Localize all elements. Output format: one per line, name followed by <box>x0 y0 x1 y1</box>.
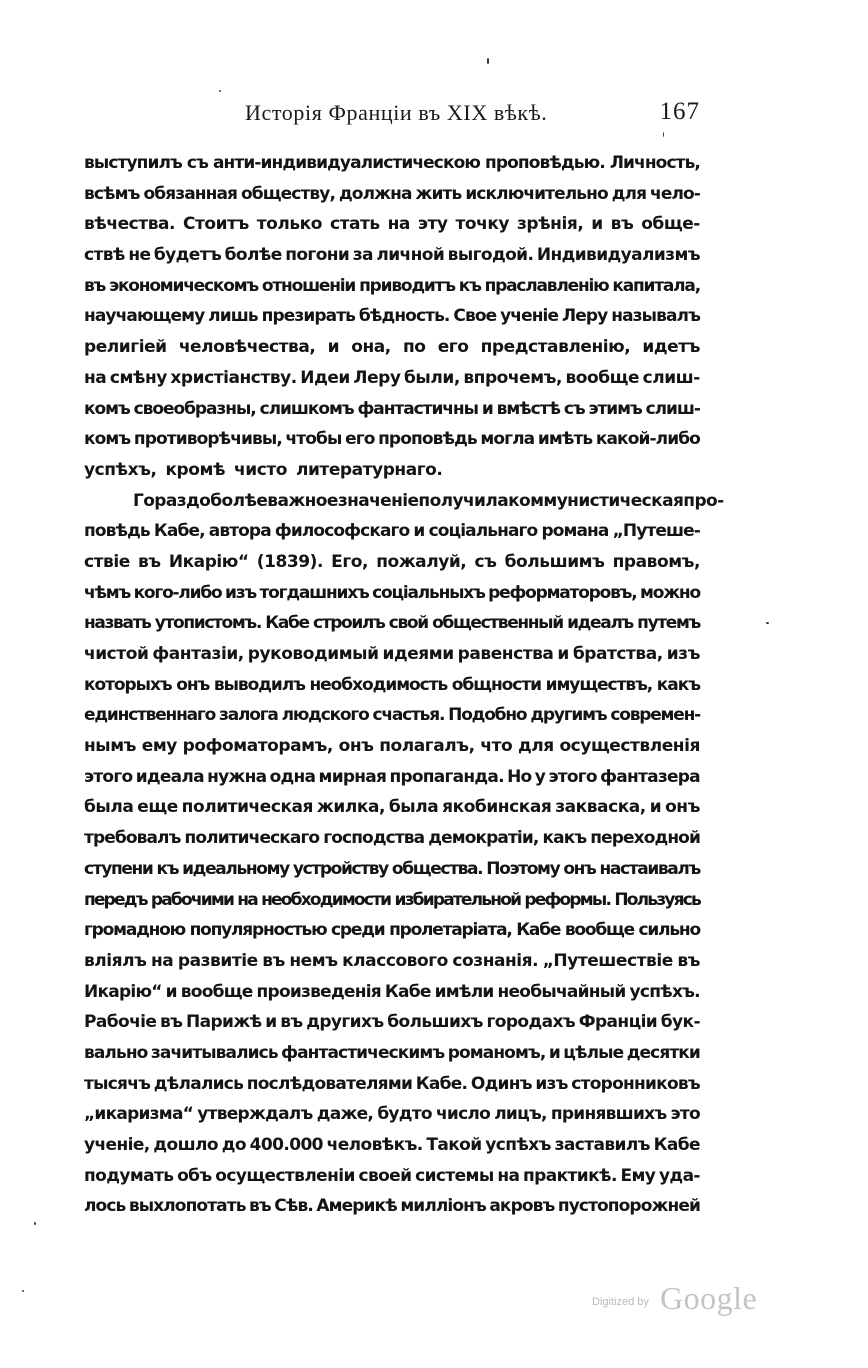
text-line: выступилъ съ анти-индивидуалистическою проповѣдью. Личность, <box>84 153 700 173</box>
text-line: тысячъ дѣлались послѣдователями Кабе. Одинъ изъ сторонниковъ <box>84 1073 700 1094</box>
paragraph <box>84 148 700 486</box>
text-line: повѣдь Кабе, автора философскаго и соціальнаго романа „Путеше- <box>84 521 700 542</box>
text-line: ствѣ не будетъ болѣе погони за личной выгодой. Индивидуализмъ <box>84 245 700 266</box>
text-line: на смѣну христіанству. Идеи Леру были, впрочемъ, вообще слиш- <box>84 367 700 388</box>
text-line: нымъ ему рофоматорамъ, онъ полагалъ, что для осуществленія <box>84 736 700 757</box>
text-line: была еще политическая жилка, была якобинская закваска, и онъ <box>84 797 700 818</box>
text-line: Гораздо болѣе важное значеніе получила коммунистическая про- <box>133 490 724 511</box>
text-line: ступени къ идеальному устройству общества. Поэтому онъ настаивалъ <box>84 858 700 879</box>
scan-speck <box>22 1290 24 1292</box>
text-line: всѣмъ обязанная обществу, должна жить исключительно для чело- <box>84 183 700 204</box>
text-line: комъ своеобразны, слишкомъ фантастичны и вмѣстѣ съ этимъ слиш- <box>84 398 700 419</box>
text-line: чистой фантазіи, руководимый идеями равенства и братства, изъ <box>84 644 700 664</box>
text-line: вліялъ на развитіе въ немъ классового сознанія. „Путешествіе въ <box>84 950 700 971</box>
text-line: требовалъ политическаго господства демократіи, какъ переходной <box>84 828 700 849</box>
running-head <box>245 100 700 132</box>
text-line: научающему лишь презирать бѣдность. Свое ученіе Леру называлъ <box>84 306 700 327</box>
body-text <box>84 148 724 1222</box>
text-line: религіей человѣчества, и она, по его представленію, идетъ <box>84 337 700 358</box>
text-line: вѣчества. Стоитъ только стать на эту точку зрѣнія, и въ обще- <box>84 214 700 235</box>
page-number: 167 <box>659 98 700 125</box>
scan-speck <box>487 58 489 64</box>
text-line: въ экономическомъ отношеніи приводитъ къ праславленію капитала, <box>84 275 700 296</box>
text-line: успѣхъ, кромѣ чисто литературнаго. <box>84 459 443 480</box>
text-line: Рабочіе въ Парижѣ и въ другихъ большихъ городахъ Франціи бук- <box>84 1012 700 1033</box>
text-line: которыхъ онъ выводилъ необходимость общности имуществъ, какъ <box>84 674 700 695</box>
paragraph <box>84 486 724 1223</box>
google-logo: Google <box>660 1280 758 1316</box>
text-line: подумать объ осуществленіи своей системы на практикѣ. Ему уда- <box>84 1165 700 1186</box>
text-line: передъ рабочими на необходимости избирательной реформы. Пользуясь <box>84 889 700 910</box>
text-line: Икарію“ и вообще произведенія Кабе имѣли необычайный успѣхъ. <box>84 981 700 1002</box>
running-title: Исторія Франціи въ XIX вѣкѣ. <box>245 100 548 125</box>
digitized-by-watermark <box>592 1280 782 1320</box>
digitized-by-label: Digitized by <box>592 1296 649 1308</box>
scan-speck <box>766 622 769 624</box>
scan-speck <box>34 1222 36 1225</box>
text-line: ствіе въ Икарію“ (1839). Его, пожалуй, съ большимъ правомъ, <box>84 551 700 572</box>
text-line: чѣмъ кого-либо изъ тогдашнихъ соціальныхъ реформаторовъ, можно <box>84 582 700 603</box>
text-line: комъ противорѣчивы, чтобы его проповѣдь могла имѣть какой-либо <box>84 429 700 450</box>
scan-speck <box>663 132 664 137</box>
text-line: этого идеала нужна одна мирная пропаганда. Но у этого фантазера <box>84 766 700 787</box>
text-line: „икаризма“ утверждалъ даже, будто число лицъ, принявшихъ это <box>84 1104 700 1125</box>
text-line: вально зачитывались фантастическимъ романомъ, и цѣлые десятки <box>84 1042 700 1063</box>
text-line: ученіе, дошло до 400.000 человѣкъ. Такой успѣхъ заставилъ Кабе <box>84 1135 700 1155</box>
text-line: единственнаго залога людского счастья. Подобно другимъ современ- <box>84 705 700 726</box>
text-line: лось выхлопотать въ Сѣв. Америкѣ милліонъ акровъ пустопорожней <box>84 1196 700 1217</box>
text-line: назвать утопистомъ. Кабе строилъ свой общественный идеалъ путемъ <box>84 613 700 634</box>
scan-speck <box>219 90 221 92</box>
text-line: громадною популярностью среди пролетаріата, Кабе вообще сильно <box>84 920 700 941</box>
